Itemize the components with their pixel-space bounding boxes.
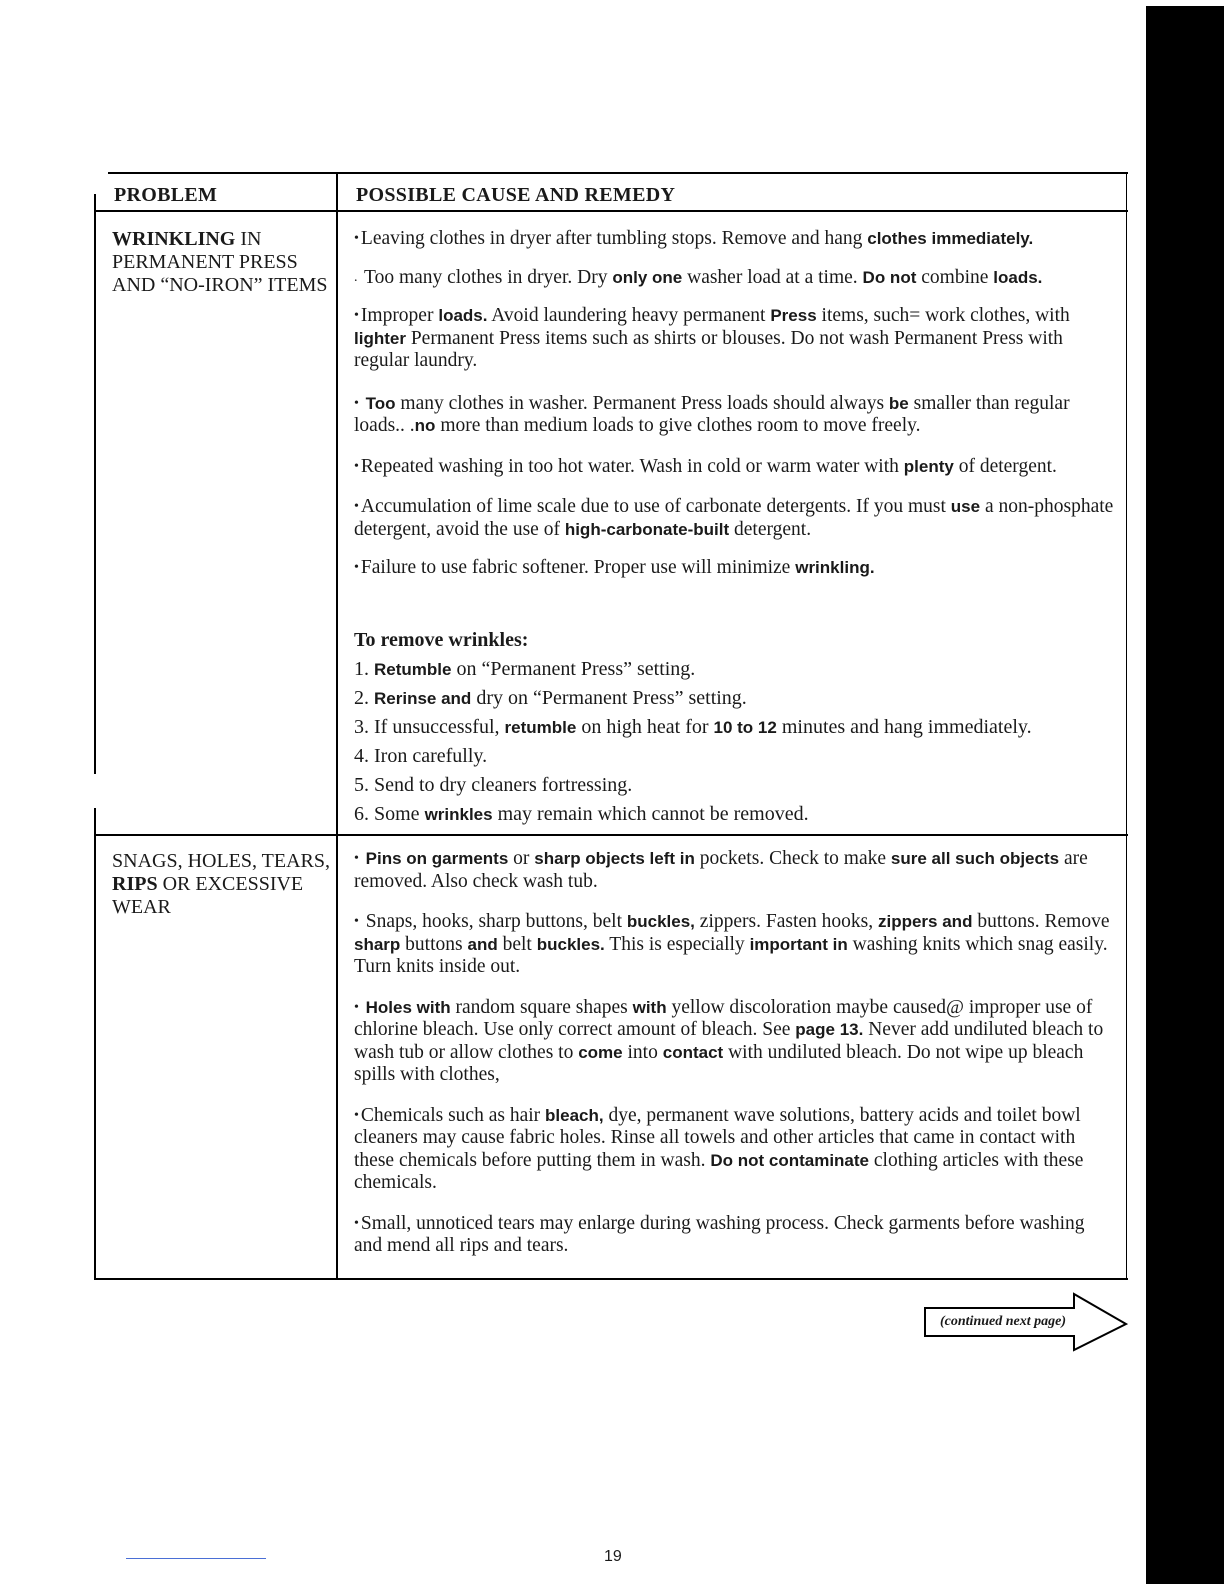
continued-next-page[interactable] — [924, 1292, 1128, 1352]
problem-keyword: RIPS — [112, 873, 158, 895]
bullet-icon: • — [354, 308, 359, 323]
remedy-text: zippers. Fasten hooks, — [694, 911, 878, 932]
remedy-text: of detergent. — [953, 455, 1057, 477]
emphasis-text: sharp — [354, 934, 401, 954]
remedy-text: buttons — [400, 933, 468, 955]
remedy-item — [354, 305, 1114, 373]
emphasis-text: no — [414, 416, 436, 435]
bullet-icon: • — [354, 231, 359, 246]
emphasis-text: plenty — [903, 456, 954, 476]
problem-text: SNAGS, HOLES, TEARS, — [112, 850, 330, 872]
bullet-icon: • — [354, 851, 359, 866]
emphasis-text: Holes with — [360, 997, 451, 1017]
emphasis-text: clothes immediately. — [867, 229, 1034, 248]
remedy-text: random square shapes — [450, 996, 633, 1018]
emphasis-text: buckles. — [536, 934, 605, 954]
remedy-text: 1. — [354, 658, 374, 680]
remedy-item — [354, 267, 1114, 290]
remedy-text: Snaps, hooks, sharp buttons, belt — [360, 911, 627, 932]
remedy-text: Leaving clothes in dryer after tumbling stops. Remove and hang — [360, 228, 868, 249]
remedy-text: 5. Send to dry cleaners fortressing. — [354, 774, 633, 796]
remedy-text: are removed. Also check wash tub. — [354, 848, 1088, 892]
table-left-border-bottom — [94, 808, 96, 1280]
remedy-text: dye, permanent wave solutions, battery acids and toilet bowl cleaners may cause fabric holes. Rinse all towels and other articles that came in contact with these chemicals before putting them in wash. — [354, 1104, 1081, 1171]
emphasis-text: page 13. — [795, 1020, 864, 1039]
remedy-text: yellow discoloration maybe caused@ improper use of chlorine bleach. Use only correct amount of bleach. See — [354, 996, 1093, 1040]
remedy-text: items, such= work clothes, with — [816, 305, 1070, 326]
table-top-border — [108, 172, 1128, 174]
emphasis-text: Do not contaminate — [710, 1150, 869, 1170]
emphasis-text: Pins on garments — [360, 849, 509, 868]
remedy-text: Repeated washing in too hot water. Wash in cold or warm water with — [360, 455, 904, 477]
remedy-item — [354, 496, 1114, 541]
emphasis-text: Rerinse and — [374, 689, 472, 708]
problem-keyword: WRINKLING — [112, 228, 236, 250]
header-problem: PROBLEM — [114, 184, 218, 206]
remedy-text: Avoid laundering heavy permanent — [487, 305, 771, 326]
emphasis-text: wrinkles — [424, 805, 493, 824]
problem-snags — [112, 850, 332, 919]
causes-snags — [354, 848, 1114, 1258]
footer-rule — [126, 1558, 266, 1559]
remedy-text: Permanent Press items such as shirts or blouses. Do not wash Permanent Press with regular laundry. — [354, 327, 1063, 371]
emphasis-text: loads. — [438, 306, 488, 325]
row-divider — [94, 834, 1128, 836]
problem-wrinkling — [112, 228, 332, 297]
remedy-text: into — [622, 1041, 663, 1063]
emphasis-text: zippers and — [877, 912, 973, 931]
emphasis-text: retumble — [504, 718, 577, 737]
bullet-icon: • — [354, 914, 359, 929]
causes-wrinkling — [354, 228, 1114, 580]
bullet-icon: . — [354, 269, 358, 285]
remedy-text: dry on “Permanent Press” setting. — [471, 687, 747, 709]
remedy-text: Small, unnoticed tears may enlarge during washing process. Check garments before washing and mend all rips and tears. — [354, 1212, 1085, 1256]
remedy-item — [354, 228, 1114, 251]
remove-wrinkles-heading: To remove wrinkles: — [354, 629, 529, 651]
remedy-text: minutes and hang immediately. — [776, 716, 1032, 738]
column-divider — [336, 172, 338, 1280]
remedy-text: Chemicals such as hair — [360, 1104, 546, 1126]
remedy-item — [354, 848, 1114, 893]
table-left-border-top — [94, 194, 96, 774]
remedy-item — [354, 393, 1114, 438]
remedy-text: belt — [497, 933, 537, 955]
emphasis-text: Too — [360, 393, 396, 413]
remedy-text: many clothes in washer. Permanent Press loads should always — [395, 392, 889, 414]
remove-step — [354, 771, 1114, 800]
continued-label: (continued next page) — [940, 1314, 1066, 1329]
remove-step — [354, 655, 1114, 684]
emphasis-text: Press — [770, 306, 817, 325]
remedy-text: 2. — [354, 687, 374, 709]
bullet-icon: • — [354, 1107, 359, 1123]
bullet-icon: • — [354, 999, 359, 1015]
emphasis-text: important in — [749, 934, 848, 954]
remedy-text: may remain which cannot be removed. — [492, 803, 809, 825]
emphasis-text: be — [888, 393, 909, 413]
problem-text: OR EXCESSIVE WEAR — [112, 873, 304, 918]
remedy-text: Failure to use fabric softener. Proper use will minimize — [360, 557, 796, 578]
emphasis-text: come — [578, 1042, 623, 1062]
emphasis-text: contact — [662, 1042, 724, 1062]
remedy-text: Accumulation of lime scale due to use of carbonate detergents. If you must — [360, 496, 951, 517]
emphasis-text: high-carbonate-built — [564, 519, 730, 539]
remedy-text: buttons. Remove — [972, 911, 1110, 932]
remove-step — [354, 800, 1114, 829]
bullet-icon: • — [354, 395, 359, 411]
remedy-item — [354, 557, 1114, 580]
table-right-border — [1126, 172, 1127, 1280]
remedy-item — [354, 456, 1114, 479]
bullet-icon: • — [354, 560, 359, 575]
remedy-text: on high heat for — [576, 716, 714, 738]
emphasis-text: and — [467, 934, 498, 954]
bullet-icon: • — [354, 499, 359, 514]
header-cause: POSSIBLE CAUSE AND REMEDY — [356, 184, 676, 206]
page-edge-bar — [1146, 6, 1224, 1584]
emphasis-text: lighter — [354, 328, 406, 348]
remedy-item — [354, 997, 1114, 1087]
emphasis-text: 10 to 12 — [713, 718, 777, 737]
remove-step — [354, 684, 1114, 713]
remove-step — [354, 713, 1114, 742]
emphasis-text: wrinkling. — [795, 558, 875, 577]
remedy-text: washing knits which snag easily. Turn knits inside out. — [354, 933, 1108, 977]
remedy-text: on “Permanent Press” setting. — [451, 658, 696, 680]
bullet-icon: • — [354, 1215, 359, 1231]
emphasis-text: sharp objects left in — [534, 849, 695, 868]
remedy-text: more than medium loads to give clothes room to move freely. — [435, 415, 921, 436]
remedy-text: 6. Some — [354, 803, 425, 825]
remedy-text: smaller than regular loads.. . — [354, 392, 1070, 436]
emphasis-text: loads. — [993, 267, 1043, 287]
problem-text: IN PERMANENT PRESS AND “NO-IRON” ITEMS — [112, 228, 328, 296]
header-divider — [94, 210, 1128, 212]
table-bottom-border — [94, 1278, 1128, 1280]
bullet-icon: • — [354, 458, 359, 474]
emphasis-text: with — [632, 997, 667, 1017]
remedy-text: a non-phosphate detergent, avoid the use of — [354, 496, 1114, 540]
remedy-text: Too many clothes in dryer. Dry — [359, 266, 613, 288]
page-number: 19 — [604, 1548, 622, 1565]
emphasis-text: Do not — [862, 267, 917, 287]
remedy-text: washer load at a time. — [682, 266, 863, 288]
remedy-item — [354, 911, 1114, 979]
remedy-text: This is especially — [604, 933, 750, 955]
emphasis-text: sure all such objects — [890, 849, 1060, 868]
emphasis-text: use — [950, 497, 981, 516]
remedy-text: Improper — [360, 305, 439, 326]
remedy-text: combine — [916, 266, 994, 288]
remedy-text: 4. Iron carefully. — [354, 745, 488, 767]
emphasis-text: bleach, — [545, 1105, 604, 1125]
remedy-item — [354, 1105, 1114, 1195]
remedy-text: with undiluted bleach. Do not wipe up bleach spills with clothes, — [354, 1041, 1084, 1085]
remove-wrinkles-steps — [354, 626, 1114, 829]
troubleshooting-table — [94, 172, 1128, 1280]
emphasis-text: buckles, — [626, 912, 695, 931]
emphasis-text: Retumble — [374, 660, 452, 679]
remove-step — [354, 742, 1114, 771]
emphasis-text: only one — [612, 267, 683, 287]
remedy-text: pockets. Check to make — [694, 848, 891, 869]
remedy-text: Never add undiluted bleach to wash tub or allow clothes to — [354, 1019, 1104, 1063]
remedy-text: or — [508, 848, 535, 869]
remedy-text: 3. If unsuccessful, — [354, 716, 505, 738]
remedy-text: clothing articles with these chemicals. — [354, 1149, 1084, 1193]
remedy-text: detergent. — [729, 518, 812, 540]
remedy-item — [354, 1213, 1114, 1258]
